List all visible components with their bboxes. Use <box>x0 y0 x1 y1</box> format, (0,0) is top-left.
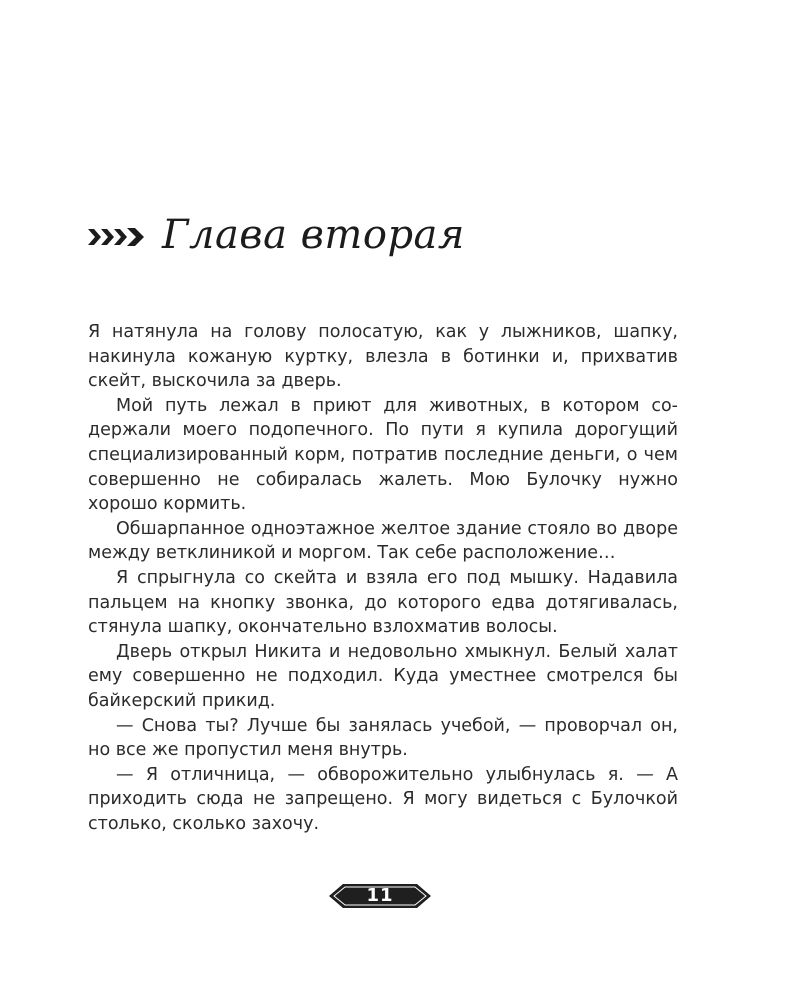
chevrons-right-icon <box>88 226 148 248</box>
paragraph: — Я отличница, — обворожительно улыбнулась я. — А приходить сюда не запрещено. Я могу видеться с Булочкой столько, сколько захочу. <box>88 764 678 834</box>
body-text <box>88 320 678 836</box>
paragraph: Обшарпанное одноэтажное желтое здание стояло во дворе между ветклиникой и моргом. Так себе расположение… <box>88 518 678 564</box>
paragraph: Дверь открыл Никита и недовольно хмыкнул. Белый халат ему совершенно не подходил. Куда уместнее смотрелся бы байкерский прикид. <box>88 641 678 711</box>
paragraph: Я спрыгнула со скейта и взяла его под мышку. Надавила пальцем на кнопку звонка, до которого едва дотягивалась, стянула шапку, окончательно взлохматив волосы. <box>88 567 678 638</box>
chapter-title: Глава вторая <box>162 212 465 258</box>
chapter-heading <box>88 205 465 265</box>
paragraph: — Снова ты? Лучше бы занялась учебой, — проворчал он, но все же пропустил меня внутрь. <box>88 715 678 761</box>
paragraph: Я натянула на голову полосатую, как у лыжников, шапку, накинула кожаную куртку, влезла в ботинки и, прихватив скейт, выскочила за дверь. <box>88 322 678 392</box>
paragraph: Мой путь лежал в приют для животных, в котором содержали моего подопечного. По пути я купила дорогущий специализированный корм, потратив последние деньги, о чем совершенно не собиралась жалеть. Мою Булочку нужно хорошо кормить. <box>88 395 678 515</box>
page-number: 11 <box>366 885 394 906</box>
page-number-badge <box>329 882 431 910</box>
